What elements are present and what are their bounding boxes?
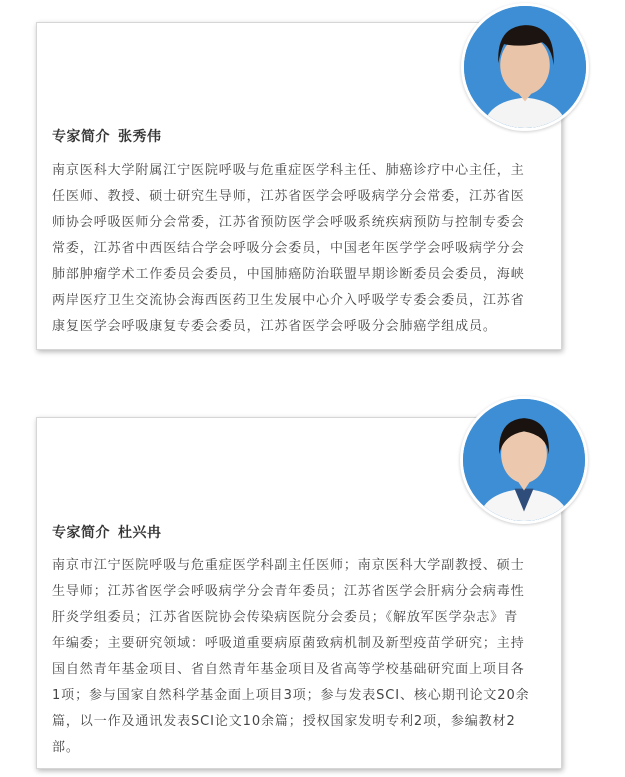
bio-line: 肝炎学组委员；江苏省医院协会传染病医院分会委员；《解放军医学杂志》青 bbox=[52, 610, 519, 625]
bio-line: 两岸医疗卫生交流协会海西医药卫生发展中心介入呼吸学专委会委员，江苏省 bbox=[52, 293, 525, 308]
bio-line: 师协会呼吸医师分会常委，江苏省预防医学会呼吸系统疾病预防与控制专委会 bbox=[52, 215, 525, 230]
expert-name: 杜兴冉 bbox=[118, 525, 162, 541]
heading-label: 专家简介 bbox=[52, 525, 110, 541]
expert-name: 张秀伟 bbox=[118, 129, 162, 145]
expert-bio bbox=[52, 553, 558, 761]
bio-line: 南京市江宁医院呼吸与危重症医学科副主任医师；南京医科大学副教授、硕士 bbox=[52, 558, 525, 573]
bio-line: 常委，江苏省中西医结合学会呼吸分会委员，中国老年医学学会呼吸病学分会 bbox=[52, 241, 525, 256]
expert-heading bbox=[52, 126, 162, 146]
bio-line: 部。 bbox=[52, 740, 80, 755]
bio-line: 生导师；江苏省医学会呼吸病学分会青年委员；江苏省医学会肝病分会病毒性 bbox=[52, 584, 525, 599]
bio-line: 南京医科大学附属江宁医院呼吸与危重症医学科主任、肺癌诊疗中心主任，主 bbox=[52, 163, 525, 178]
bio-line: 国自然青年基金项目、省自然青年基金项目及省高等学校基础研究面上项目各 bbox=[52, 662, 525, 677]
expert-bio bbox=[52, 158, 558, 340]
bio-line: 年编委；主要研究领域：呼吸道重要病原菌致病机制及新型疫苗学研究；主持 bbox=[52, 636, 525, 651]
expert-photo-du bbox=[460, 396, 588, 524]
bio-line: 肺部肿瘤学术工作委员会委员，中国肺癌防治联盟早期诊断委员会委员，海峡 bbox=[52, 267, 525, 282]
bio-line: 篇，以一作及通讯发表SCI论文10余篇；授权国家发明专利2项，参编教材2 bbox=[52, 714, 516, 729]
bio-line: 任医师、教授、硕士研究生导师，江苏省医学会呼吸病学分会常委，江苏省医 bbox=[52, 189, 525, 204]
heading-label: 专家简介 bbox=[52, 129, 110, 145]
bio-line: 康复医学会呼吸康复专委会委员，江苏省医学会呼吸分会肺癌学组成员。 bbox=[52, 319, 497, 334]
expert-heading bbox=[52, 522, 162, 542]
expert-photo-zhang bbox=[461, 3, 589, 131]
bio-line: 1项；参与国家自然科学基金面上项目3项；参与发表SCI、核心期刊论文20余 bbox=[52, 688, 530, 703]
